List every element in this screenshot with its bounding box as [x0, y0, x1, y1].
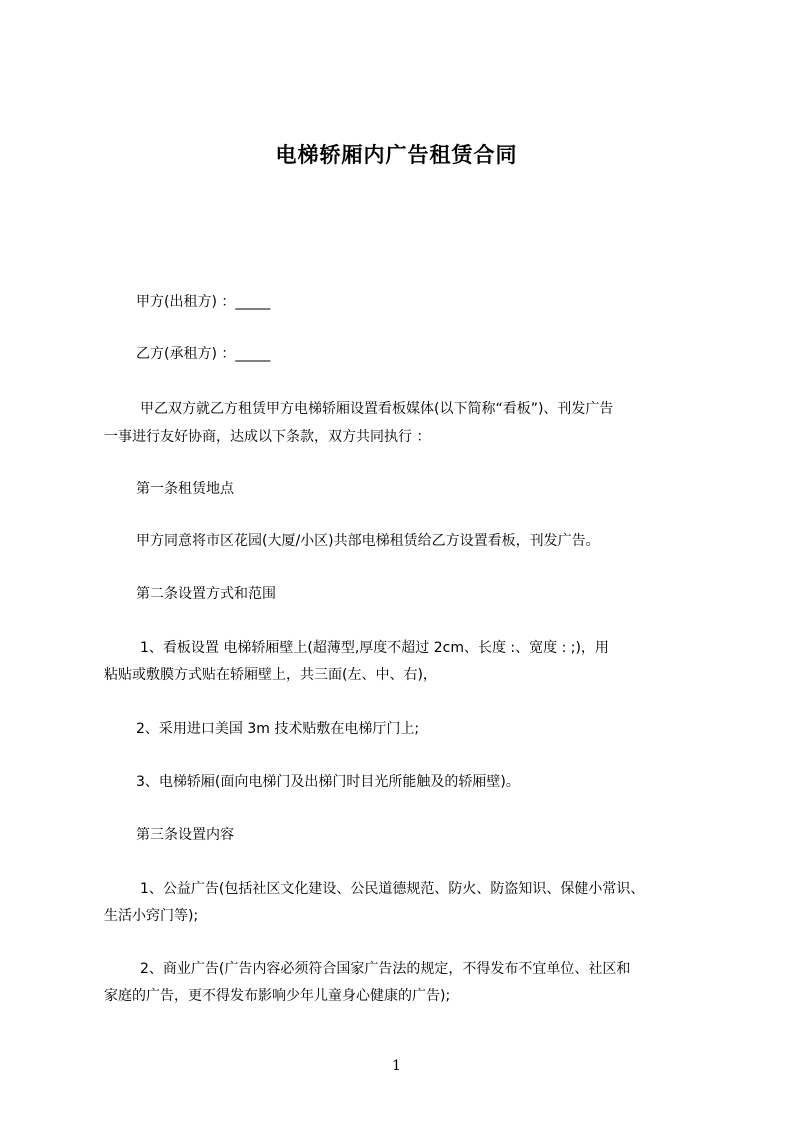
party-b-line: 乙方(承租方) ：_____: [136, 346, 271, 362]
article-3-heading: 第三条设置内容: [136, 827, 234, 843]
article-1-body: 甲方同意将市区花园(大厦/小区)共部电梯租赁给乙方设置看板，刊发广告。: [136, 533, 600, 549]
article-3-item-2-line-1: 2、商业广告(广告内容必须符合国家广告法的规定，不得发布不宜单位、社区和: [140, 961, 631, 977]
article-3-item-1-line-2: 生活小窍门等);: [104, 908, 199, 924]
article-2-item-3: 3、电梯轿厢(面向电梯门及出梯门时目光所能触及的轿厢壁)。: [136, 774, 520, 790]
intro-paragraph-line-2: 一事进行友好协商，达成以下条款，双方共同执行 ：: [104, 429, 431, 445]
article-2-item-1-line-2: 粘贴或敷膜方式贴在轿厢壁上，共三面(左、中、右)，: [104, 667, 437, 683]
article-2-heading: 第二条设置方式和范围: [136, 586, 276, 602]
article-3-item-1-line-1: 1、公益广告(包括社区文化建设、公民道德规范、防火、防盗知识、保健小常识、: [140, 881, 645, 897]
article-2-item-2: 2、采用进口美国 3m 技术贴敷在电梯厅门上;: [136, 721, 420, 737]
intro-paragraph-line-1: 甲乙双方就乙方租赁甲方电梯轿厢设置看板媒体(以下简称“看板”)、刊发广告: [140, 401, 614, 417]
article-1-heading: 第一条租赁地点: [136, 481, 234, 497]
document-title: 电梯轿厢内广告租赁合同: [275, 143, 518, 167]
article-3-item-2-line-2: 家庭的广告，更不得发布影响少年儿童身心健康的广告);: [104, 988, 451, 1004]
article-2-item-1-line-1: 1、看板设置 电梯轿厢壁上(超薄型,厚度不超过 2cm、长度 :、宽度 : ;)，用: [140, 640, 609, 656]
page-number: 1: [392, 1058, 401, 1074]
party-a-line: 甲方(出租方) ：_____: [136, 294, 271, 310]
